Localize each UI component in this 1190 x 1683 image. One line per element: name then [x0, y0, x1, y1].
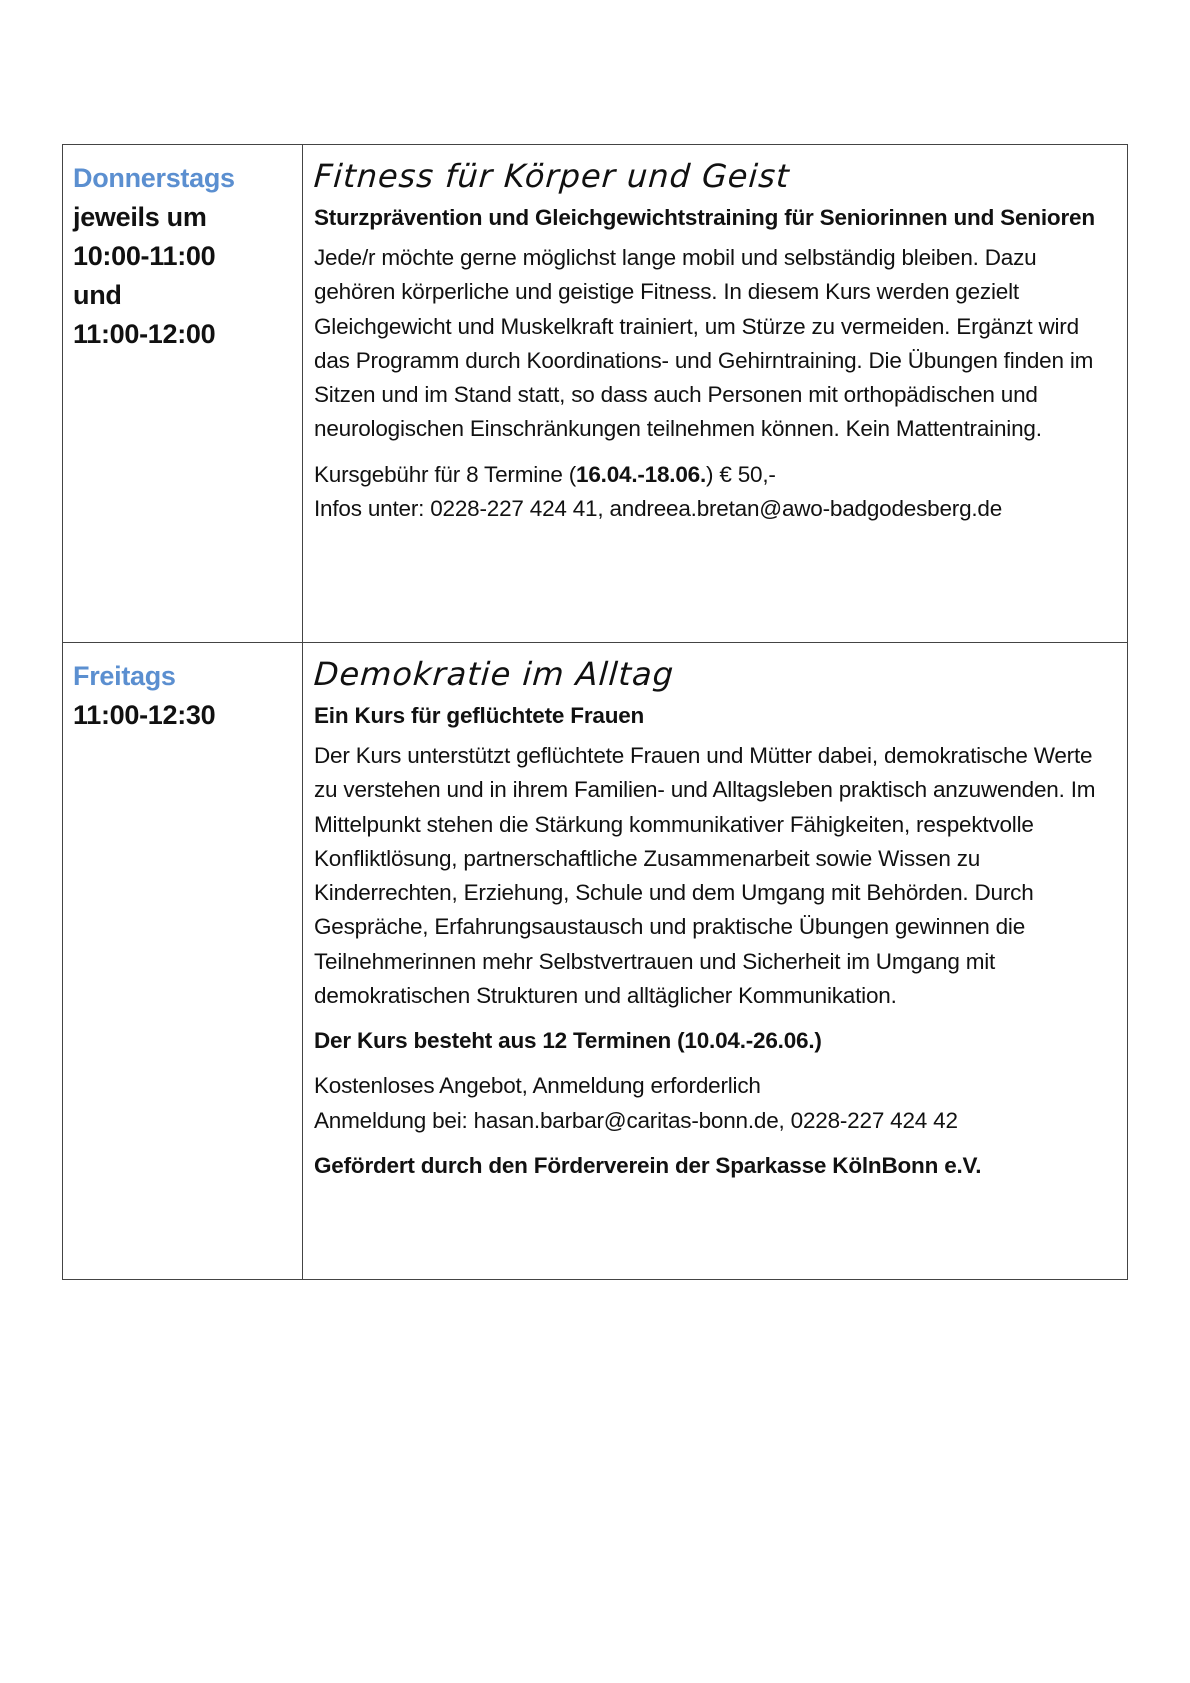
course-title: Fitness für Körper und Geist — [312, 157, 792, 195]
course-subtitle: Sturzprävention und Gleichgewichtstraining für Seniorinnen und Senioren — [314, 205, 1095, 230]
time-line: 10:00-11:00 — [73, 241, 216, 271]
time-line: jeweils um — [73, 202, 207, 232]
fee-prefix: Kursgebühr für 8 Termine ( — [314, 461, 577, 487]
course-fee — [314, 458, 1117, 492]
content-cell — [303, 643, 1128, 1280]
time-line: 11:00-12:30 — [73, 700, 216, 730]
course-registration: Anmeldung bei: hasan.barbar@caritas-bonn.de, 0228-227 424 42 — [314, 1107, 958, 1133]
course-row-demokratie — [63, 643, 1128, 1280]
course-description: Jede/r möchte gerne möglichst lange mobil und selbständig bleiben. Dazu gehören körperliche und geistige Fitness. In diesem Kurs werden gezielt Gleichgewicht und Muskelkraft trainiert, um Stürze zu vermeiden. Ergänzt wird das Programm durch Koordinations- und Gehirntraining. Die Übungen finden im Sitzen und im Stand statt, so dass auch Personen mit orthopädischen und neurologischen Einschränkungen teilnehmen können. Kein Mattentraining. — [314, 245, 1094, 442]
day-cell — [63, 145, 303, 643]
course-cost-note: Kostenloses Angebot, Anmeldung erforderlich — [314, 1073, 761, 1099]
day-name: Freitags — [73, 661, 176, 691]
course-schedule-note: Der Kurs besteht aus 12 Terminen (10.04.-26.06.) — [314, 1028, 822, 1054]
time-line: 11:00-12:00 — [73, 319, 216, 349]
time-line: und — [73, 280, 122, 310]
content-cell — [303, 145, 1128, 643]
course-description: Der Kurs unterstützt geflüchtete Frauen und Mütter dabei, demokratische Werte zu verstehen und in ihrem Familien- und Alltagsleben praktisch anzuwenden. Im Mittelpunkt stehen die Stärkung kommunikativer Fähigkeiten, respektvolle Konfliktlösung, partnerschaftliche Zusammenarbeit sowie Wissen zu Kinderrechten, Erziehung, Schule und dem Umgang mit Behörden. Durch Gespräche, Erfahrungsaustausch und praktische Übungen gewinnen die Teilnehmerinnen mehr Selbstvertrauen und Sicherheit im Umgang mit demokratischen Strukturen und alltäglicher Kommunikation. — [314, 743, 1096, 1009]
course-title: Demokratie im Alltag — [312, 655, 676, 693]
course-sponsor: Gefördert durch den Förderverein der Sparkasse KölnBonn e.V. — [314, 1152, 982, 1178]
fee-dates: 16.04.-18.06. — [576, 461, 707, 487]
course-row-fitness — [63, 145, 1128, 643]
fee-suffix: ) € 50,- — [706, 461, 776, 487]
day-cell — [63, 643, 303, 1280]
course-subtitle: Ein Kurs für geflüchtete Frauen — [314, 703, 645, 728]
course-contact-info: Infos unter: 0228-227 424 41, andreea.bretan@awo-badgodesberg.de — [314, 496, 1003, 522]
course-schedule-table — [62, 144, 1128, 1280]
day-name: Donnerstags — [73, 163, 235, 193]
